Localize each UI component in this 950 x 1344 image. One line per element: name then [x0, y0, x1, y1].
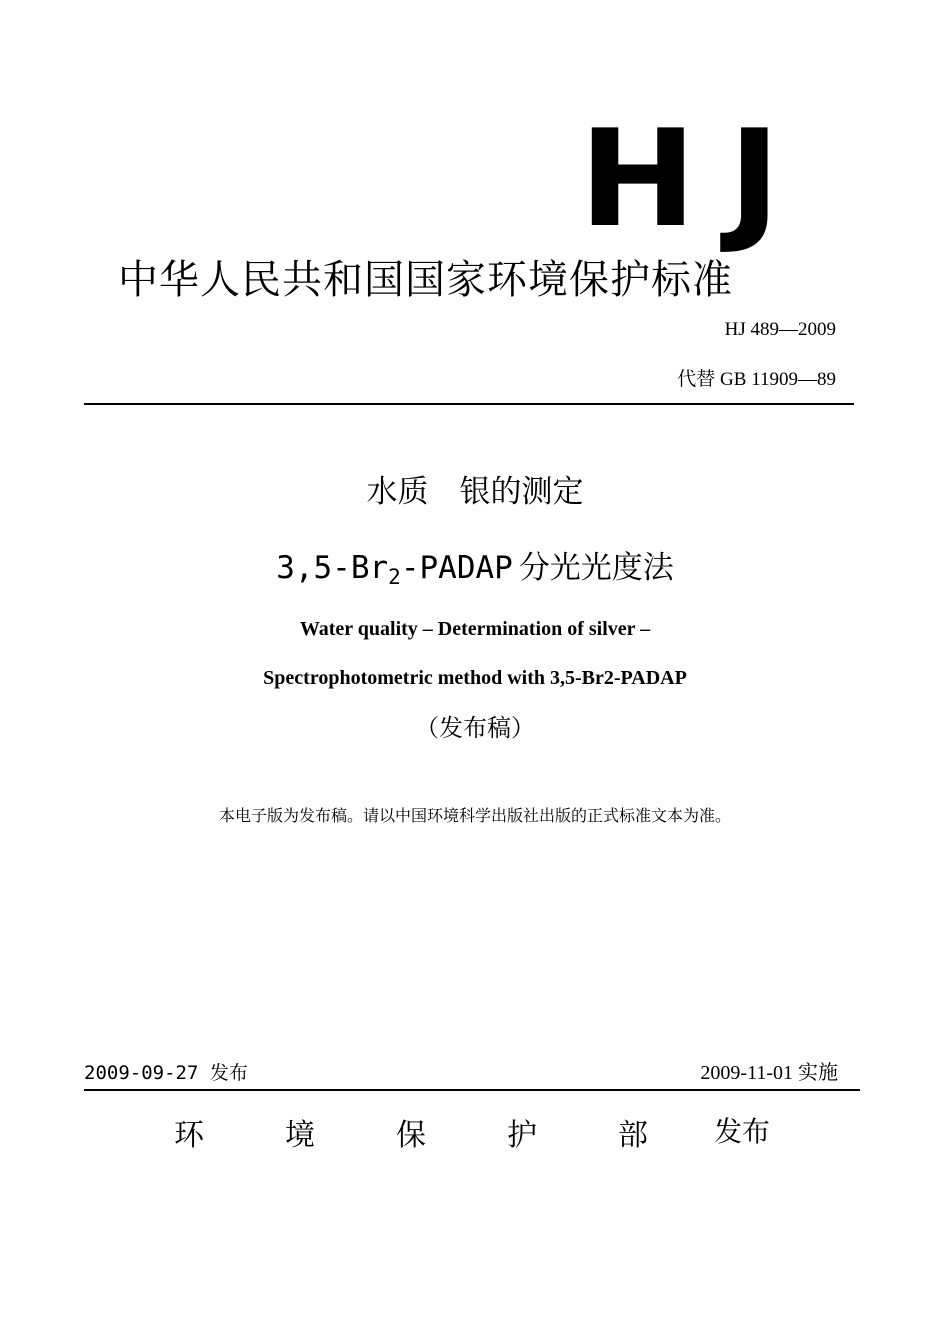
en-title-line-1: Water quality – Determination of silver –	[299, 618, 651, 640]
effective-date: 2009-11-01 实施	[700, 1062, 838, 1084]
issuer-suffix: 发布	[714, 1115, 771, 1148]
cn-title-method: 分光光度法	[518, 550, 674, 586]
cn-title-formula-subscript: 2	[388, 565, 401, 589]
standard-title: 中华人民共和国国家环境保护标准	[118, 257, 733, 303]
cn-title-formula-suffix: -PADAP	[400, 550, 513, 586]
issue-date: 2009-09-27 发布	[84, 1062, 248, 1084]
draft-label: （发布稿）	[415, 714, 535, 742]
issuer-char: 护	[507, 1118, 537, 1153]
footer-divider	[84, 1089, 860, 1091]
header-divider	[84, 403, 854, 405]
cn-title-formula-prefix: 3,5-Br	[276, 550, 389, 586]
edition-note: 本电子版为发布稿。请以中国环境科学出版社出版的正式标准文本为准。	[218, 806, 731, 825]
replaces-standard: 代替 GB 11909—89	[677, 369, 836, 390]
en-title-line-2: Spectrophotometric method with 3,5-Br2-PADAP	[263, 667, 687, 689]
issuer-name	[174, 1114, 674, 1158]
cn-title-line-1: 水质 银的测定	[366, 474, 584, 510]
issuer-char: 部	[618, 1118, 648, 1153]
issuer-char: 环	[174, 1118, 204, 1153]
standard-number: HJ 489—2009	[724, 319, 836, 340]
hj-logo: HJ	[578, 101, 812, 257]
cn-title-line-2	[0, 546, 950, 599]
issuer-char: 境	[285, 1118, 315, 1153]
issuer-char: 保	[396, 1118, 426, 1153]
